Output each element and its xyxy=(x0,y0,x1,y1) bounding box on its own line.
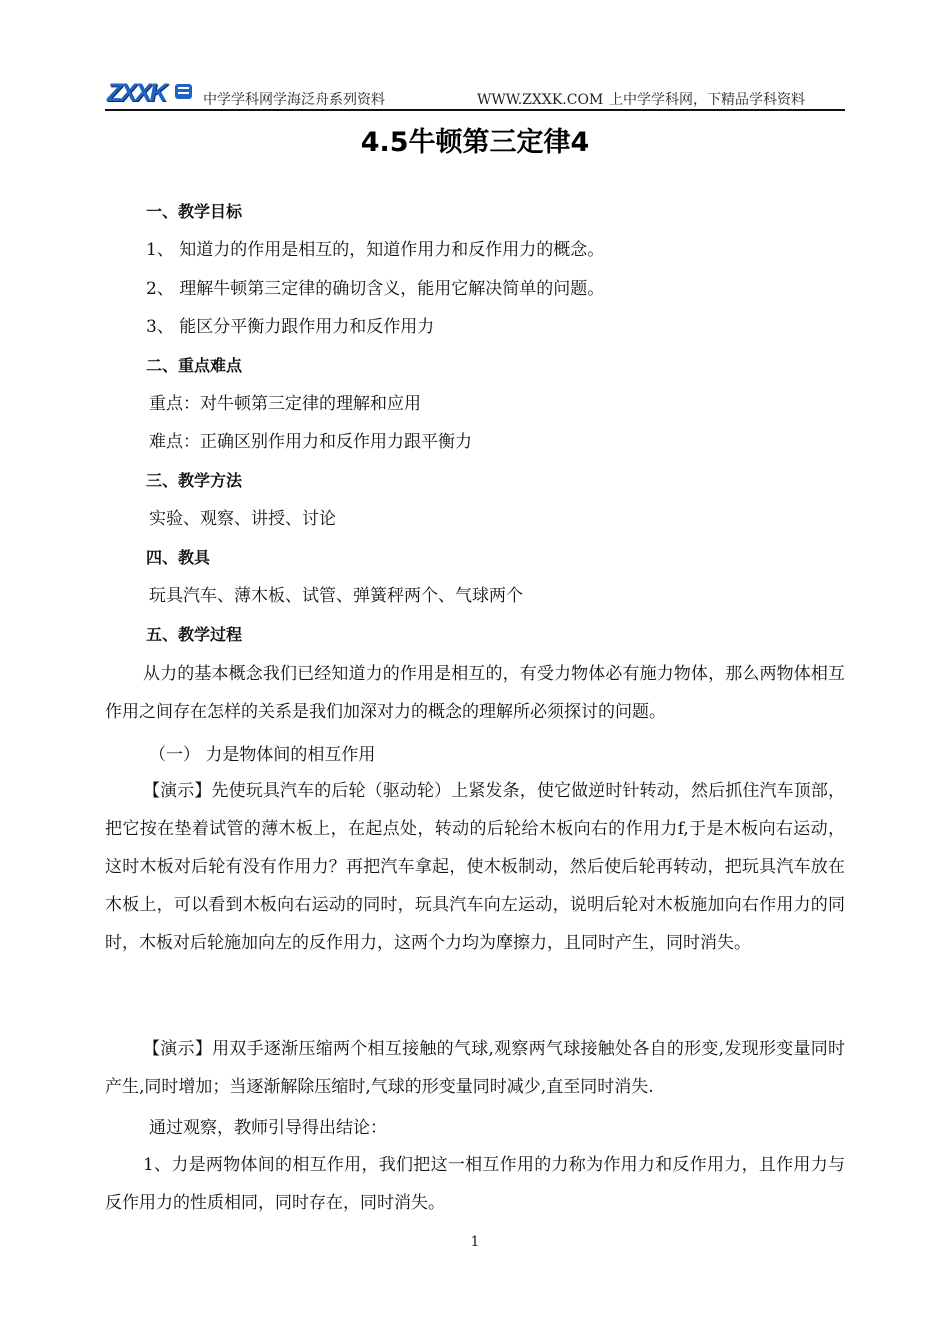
goal-item-3: 3、 能区分平衡力跟作用力和反作用力 xyxy=(146,317,435,337)
key-point-text: 重点：对牛顿第三定律的理解和应用 xyxy=(149,394,421,414)
page-number: 1 xyxy=(470,1234,480,1250)
section-heading-goals: 一、教学目标 xyxy=(146,202,243,221)
section-heading-methods: 三、教学方法 xyxy=(146,471,243,490)
header-right-text: 上中学学科网，下精品学科资料 xyxy=(609,92,805,108)
difficulty-text: 难点：正确区别作用力和反作用力跟平衡力 xyxy=(149,432,472,452)
zxxk-logo xyxy=(107,80,191,106)
section-heading-process: 五、教学过程 xyxy=(146,625,243,644)
logo-badge-icon xyxy=(175,84,192,99)
observation-text: 通过观察，教师引导得出结论： xyxy=(149,1118,387,1138)
methods-text: 实验、观察、讲授、讨论 xyxy=(149,509,336,529)
conclusion-paragraph-1: 1、力是两物体间的相互作用，我们把这一相互作用的力称为作用力和反作用力，且作用力与反作用力的性质相同，同时存在，同时消失。 xyxy=(105,1155,845,1213)
section-heading-tools: 四、教具 xyxy=(146,548,211,567)
document-title: 4.5牛顿第三定律4 xyxy=(360,127,590,158)
page-header xyxy=(105,76,845,110)
header-left-text: 中学学科网学海泛舟系列资料 xyxy=(203,92,385,108)
intro-paragraph: 从力的基本概念我们已经知道力的作用是相互的，有受力物体必有施力物体，那么两物体相互作用之间存在怎样的关系是我们加深对力的概念的理解所必须探讨的问题。 xyxy=(105,664,845,722)
tools-text: 玩具汽车、薄木板、试管、弹簧秤两个、气球两个 xyxy=(149,586,523,606)
subsection-heading-1: （一） 力是物体间的相互作用 xyxy=(149,745,376,765)
logo-text: ZXXK xyxy=(107,79,166,107)
section-heading-key-points: 二、重点难点 xyxy=(146,356,243,375)
goal-item-2: 2、 理解牛顿第三定律的确切含义，能用它解决简单的问题。 xyxy=(146,279,605,299)
header-website: WWW.ZXXK.COM xyxy=(477,92,604,108)
goal-item-1: 1、 知道力的作用是相互的，知道作用力和反作用力的概念。 xyxy=(146,240,605,260)
header-rule xyxy=(105,109,845,111)
demo-paragraph-1: 【演示】先使玩具汽车的后轮（驱动轮）上紧发条，使它做逆时针转动，然后抓住汽车顶部，把它按在垫着试管的薄木板上，在起点处，转动的后轮给木板向右的作用力f,于是木板向右运动，这时木板对后轮有没有作用力？再把汽车拿起，使木板制动，然后使后轮再转动，把玩具汽车放在木板上，可以看到木板向右运动的同时，玩具汽车向左运动，说明后轮对木板施加向右作用力的同时，木板对后轮施加向左的反作用力，这两个力均为摩擦力，且同时产生，同时消失。 xyxy=(105,781,845,953)
demo-paragraph-2: 【演示】用双手逐渐压缩两个相互接触的气球,观察两气球接触处各自的形变,发现形变量同时产生,同时增加；当逐渐解除压缩时,气球的形变量同时减少,直至同时消失. xyxy=(105,1039,845,1097)
